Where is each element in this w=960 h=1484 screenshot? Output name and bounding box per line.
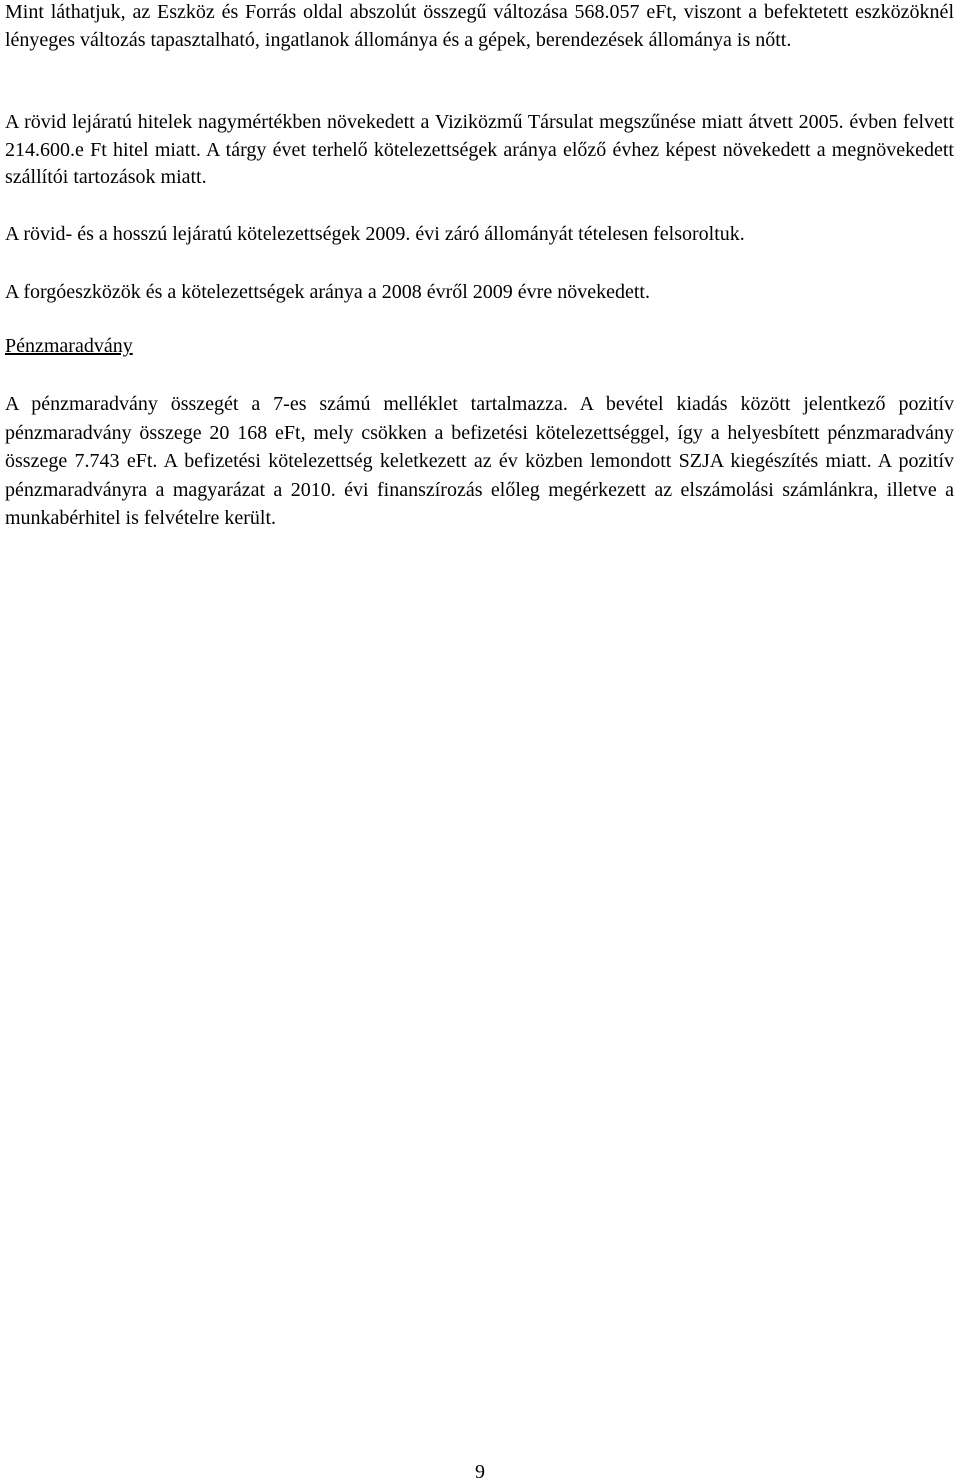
paragraph-current-assets-ratio: A forgóeszközök és a kötelezettségek aránya a 2008 évről 2009 évre növekedett. bbox=[5, 281, 650, 303]
page-number: 9 bbox=[475, 1461, 485, 1483]
paragraph-liabilities-list: A rövid- és a hosszú lejáratú kötelezettségek 2009. évi záró állományát tételesen felsoroltuk. bbox=[5, 223, 745, 245]
section-heading-cash-surplus: Pénzmaradvány bbox=[5, 335, 133, 357]
paragraph-short-term-loans: A rövid lejáratú hitelek nagymértékben növekedett a Viziközmű Társulat megszűnése miatt átvett 2005. évben felvett 214.600.e Ft hitel miatt. A tárgy évet terhelő kötelezettségek aránya előző évhez képest növekedett a megnövekedett szállítói tartozások miatt. bbox=[5, 111, 954, 188]
paragraph-balance-change: Mint láthatjuk, az Eszköz és Forrás oldal abszolút összegű változása 568.057 eFt, viszont a befektetett eszközöknél lényeges változás tapasztalható, ingatlanok állománya és a gépek, berendezések állománya is nőtt. bbox=[5, 1, 954, 51]
paragraph-cash-surplus: A pénzmaradvány összegét a 7-es számú melléklet tartalmazza. A bevétel kiadás között jelentkező pozitív pénzmaradvány összege 20 168 eFt, mely csökken a befizetési kötelezettséggel, így a helyesbített pénzmaradvány összege 7.743 eFt. A befizetési kötelezettség keletkezett az év közben lemondott SZJA kiegészítés miatt. A pozitív pénzmaradványra a magyarázat a 2010. évi finanszírozás előleg megérkezett az elszámolási számlánkra, illetve a munkabérhitel is felvételre került. bbox=[5, 393, 954, 529]
